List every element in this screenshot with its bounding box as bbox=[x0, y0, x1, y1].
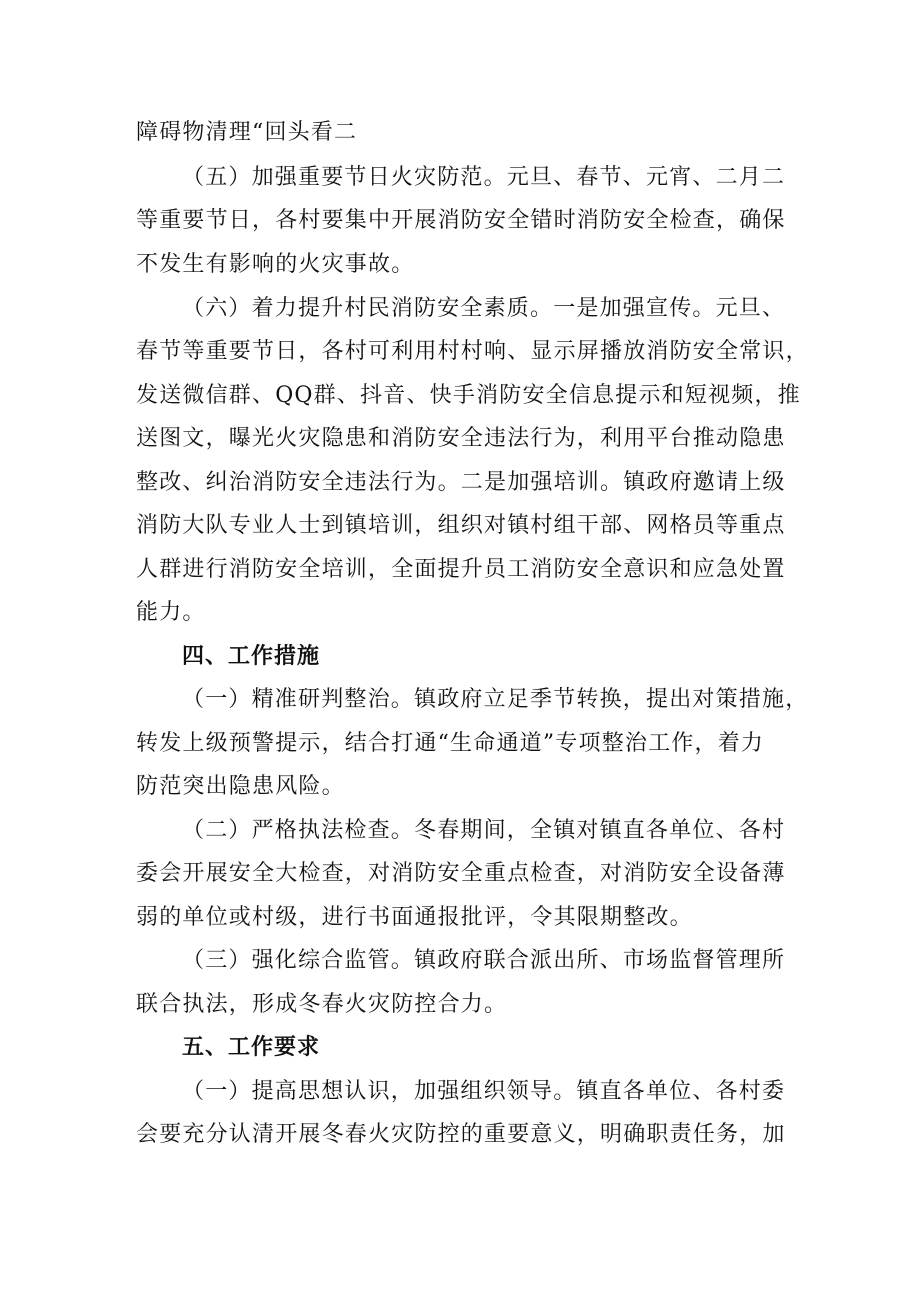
paragraph-line: （六）着力提升村民消防安全素质。一是加强宣传。元旦、 bbox=[182, 296, 786, 321]
paragraph-line: 会要充分认清开展冬春火灾防控的重要意义，明确职责任务，加 bbox=[136, 1122, 786, 1147]
paragraph-line: 送图文，曝光火灾隐患和消防安全违法行为，利用平台推动隐患 bbox=[136, 426, 786, 451]
paragraph-line: 委会开展安全大检查，对消防安全重点检查，对消防安全设备薄 bbox=[136, 861, 786, 886]
section-heading: 五、工作要求 bbox=[182, 1035, 321, 1060]
paragraph-line: 能力。 bbox=[136, 600, 206, 625]
paragraph-line: （一）提高思想认识，加强组织领导。镇直各单位、各村委 bbox=[182, 1079, 786, 1104]
section-heading: 四、工作措施 bbox=[182, 644, 321, 669]
paragraph-line: （三）强化综合监管。镇政府联合派出所、市场监督管理所 bbox=[182, 948, 786, 973]
paragraph-line: 防范突出隐患风险。 bbox=[136, 774, 345, 799]
paragraph-line: 联合执法，形成冬春火灾防控合力。 bbox=[136, 992, 508, 1017]
paragraph-line: 弱的单位或村级，进行书面通报批评，令其限期整改。 bbox=[136, 905, 693, 930]
paragraph-line: 障碍物清理“回头看二 bbox=[136, 120, 358, 145]
paragraph-line: 人群进行消防安全培训，全面提升员工消防安全意识和应急处置 bbox=[136, 557, 786, 582]
paragraph-line: （二）严格执法检查。冬春期间，全镇对镇直各单位、各村 bbox=[182, 818, 786, 843]
paragraph-line: 转发上级预警提示，结合打通“生命通道”专项整治工作，着力 bbox=[136, 731, 765, 756]
paragraph-line: 春节等重要节日，各村可利用村村响、显示屏播放消防安全常识， bbox=[136, 339, 809, 364]
paragraph-line: （一）精准研判整治。镇政府立足季节转换，提出对策措施， bbox=[182, 687, 809, 712]
paragraph-line: 整改、纠治消防安全违法行为。二是加强培训。镇政府邀请上级 bbox=[136, 470, 786, 495]
paragraph-line: 不发生有影响的火灾事故。 bbox=[136, 252, 415, 277]
paragraph-line: 等重要节日，各村要集中开展消防安全错时消防安全检查，确保 bbox=[136, 208, 786, 233]
paragraph-line: 发送微信群、QQ群、抖音、快手消防安全信息提示和短视频，推 bbox=[136, 383, 801, 408]
paragraph-line: 消防大队专业人士到镇培训，组织对镇村组干部、网格员等重点 bbox=[136, 513, 786, 538]
paragraph-line: （五）加强重要节日火灾防范。元旦、春节、元宵、二月二 bbox=[182, 165, 786, 190]
